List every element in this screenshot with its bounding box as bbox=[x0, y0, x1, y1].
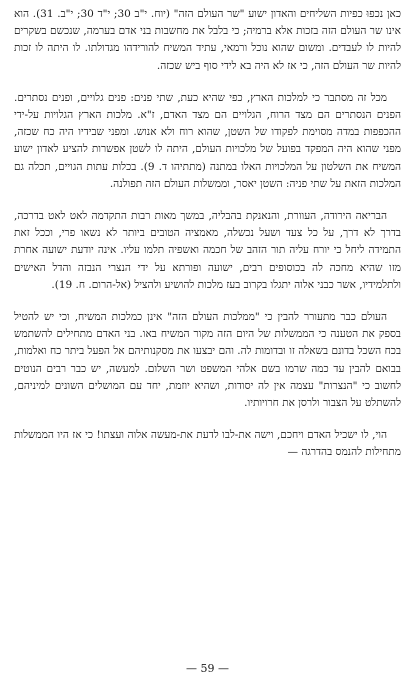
paragraph-1: כאן נכפוּ כפיות השליחים והאדון ישוע "שר העולם הזה" (יוח. י"ב 30; י"ד 30; י"ב. 31). הוא אינו שר העולם הזה בזכות אלא ברמיה; כי בלבל את מחשבות בני אדם בערמה, שנכשם בשקרים להיות לו לעבדים. ומשום שהוא נוכל ורמאי, עתיד המשיח להורידהו מגדולתו. לו היתה לו זכות להיות שר העולם הזה, כי אז לא היה בא לידי סוף ביש שכזה. bbox=[14, 8, 401, 72]
paragraph-4: העולם כבר מתעורר להבין כי "ממלכות העולם הזה" אינן כמלכות המשיח, וכי יש להטיל בספק את הטענה כי הממשלות של היום הזה מקור המשיח באו. בני האדם מתחילים להשתמש בכח השכל בדונם בשאלה זו ובדומות לה. והם יבצעו את מסקנותיהם אל הפעל ביתר כח ואלמות, בבואם להבין עד כמה שרמו בשם אלהי המשפט ושר השלום. למעשה, יש כבר רבים הנוטים לחשוב כי "הנצרות" עצמה אין לה יסודות, ושהיא יוזמת, יחד עם המושלים השונים למיניהם, להשתלט על הצבור ולרסן את חרויותיו. bbox=[14, 311, 401, 410]
paragraph-5: הוי, לו ישכיל האדם ויחכם, וישה את-לבו לדעת את-מעשה אלוה ועצתו! כי אז היו הממשלות מתחילות להנמס בהדרגה — bbox=[14, 429, 401, 459]
paragraph-2: מכל זה מסתבר כי למלכות הארץ, כפי שהיא כעת, שתי פנים: פנים גלויים, ופנים נסתרים. הפנים הנסתרים הם מצד הרוח, הגלויים הם מצד האדם, ז"א. מלכות הארץ הגלויות על-ידי ההכפפות במדה מסוימת לפקודו של השטן, שהוא רוח ולא אנוש. ומפני שבידיו היה כח שכזה, מפני שהוא היה המפקד בפועל של מלכויות העולם, היתה לו לשטן אפשרות להציע לאדון ישוע המשיח את השלטון על המלכויות האלו במתנה (מתתיהו ד. 9). בכלות עתות הגויים, תכלה גם המלכות הזאת על שתי פניה: השטן יאסר, וממשלות העולם הזה תפולנה. bbox=[14, 91, 401, 190]
page-number: — 59 — bbox=[186, 662, 229, 675]
paragraph-3: הבריאה הירודה, העוורת, והנאנקת בהבליה, במשך מאות רבות התקדמה לאט לאט בדרכה, בדרך לא דרך, על כל צעד ושעל נכשלה, מאמציה הטובים ביותר לא נשאו פרי, וככל זאת התמידה ליחל כי יורח עליה תור הזהב של חכמה ואשפיה תלמו עליו. אינה יודעת ישועה אחרת מזו שהיא מחכה לה בכוסופים רבים, ישועה ופורתא על ידי הנצרי הנבזה והדל האישים ולתלמידיו, אשר כבני אלוה יתגלו בקרוב בעז מלכות להושיע ולהציל (אל-הרום. ח. 19). bbox=[14, 210, 401, 291]
